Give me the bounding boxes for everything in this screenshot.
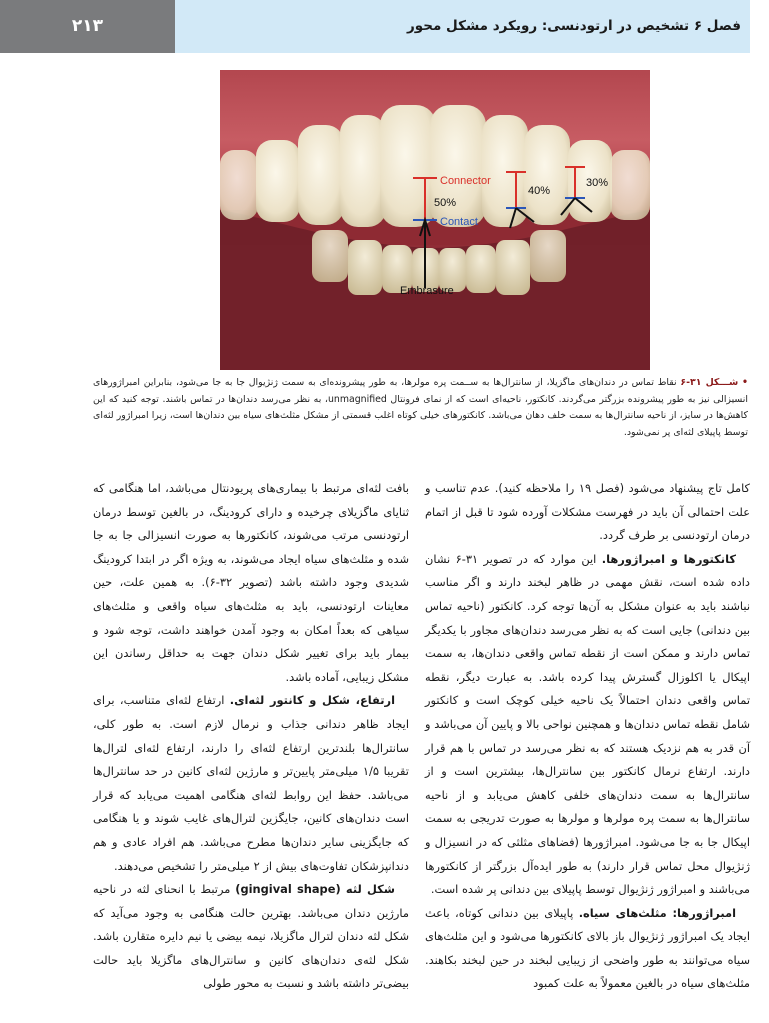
left-paragraph-1: بافت لثه‌ای مرتبط با بیماری‌های پریودنتال می‌باشد، اما هنگامی که ثنایای ماگزیلای چرخیده و دارای کرودینگ، در بالغین توسط درمان ارتودنسی مرتب می‌شوند، کانکتورها به صورت انسیزالی جا به جا شده و مثلث‌های سیاه ایجاد می‌شوند، به ویژه اگر در ابتدا کرودینگ شدیدی وجود داشته باشد (تصویر ۳۲-۶). به همین علت، حین معاینات ارتودنسی، باید به مثلث‌های سیاه واقعی و مثلث‌های سیاهی که بعداً امکان به وجود آمدن خواهند داشت، توجه شود و بیمار باید برای تغییر شکل دندان جهت به حداقل رساندن این مشکل زیبایی، آماده باشد. bbox=[93, 481, 409, 684]
percent-40-label: 40% bbox=[528, 185, 551, 197]
caption-bullet: • bbox=[742, 377, 749, 388]
percent-30-label: 30% bbox=[586, 177, 609, 189]
connectors-body: این موارد که در تصویر ۳۱-۶ نشان داده شده است، نقش مهمی در ظاهر لبخند دارند و اگر مناسب نباشند باید به عنوان مشکل به آن‌ها توجه کرد. کانکتور (ناحیه تماس بین دندانی) جایی است که به نظر می‌رسد دندان‌های مجاور با یکدیگر تماس دارند و ممکن است از نقطه تماس واقعی دندان‌ها، به سمت اپیکال یا اکلوزال گسترش پیدا کرده باشد. به عبارت دیگر، نقطه تماس واقعی دندان احتمالاً یک ناحیه خیلی کوچک است و کانکتور شامل نقطه تماس دندان‌ها و همچنین نواحی بالا و پایین آن می‌باشد و آن قدر به هم نزدیک هستند که به نظر می‌رسد در تماس با هم قرار دارند. ارتفاع نرمال کانکتور بین سانترال‌ها، بیشترین است و از سانترال‌ها به سمت دندان‌های خلفی کاهش می‌یابد و از ناحیه سانترال‌ها به سمت پره مولرها و مولرها به صورت تدریجی به سمت اپیکال جا به جا می‌شود. امبراژورها (فضاهای مثلثی که در انسیزال و ژنژیوال محل تماس قرار دارند) به طور ایده‌آل بزرگتر از کانکتورها می‌باشند و امبراژور ژنژیوال توسط پاپیلای بین دندانی پر شده است. bbox=[425, 551, 750, 897]
right-paragraph-3 bbox=[425, 902, 750, 996]
caption-label: شـــکل ۳۱-۶ bbox=[680, 377, 739, 388]
left-paragraph-3 bbox=[93, 878, 409, 996]
percent-50-label: 50% bbox=[434, 197, 457, 209]
right-column bbox=[425, 477, 750, 996]
right-paragraph-1: کامل تاج پیشنهاد می‌شود (فصل ۱۹ را ملاحظه کنید). عدم تناسب و علت احتمالی آن باید در فهرست مشکلات آورده شود تا قبل از اتمام درمان ارتودنسی بر طرف گردد. bbox=[425, 481, 750, 543]
teeth-photo-figure bbox=[220, 70, 650, 370]
figure-caption bbox=[93, 375, 748, 441]
black-triangles-heading: امبراژورها: مثلث‌های سیاه. bbox=[578, 905, 736, 920]
black-triangles-body: پاپیلای بین دندانی کوتاه، باعث ایجاد یک امبراژور ژنژیوال باز بالای کانکتورها می‌شود و این مثلث‌های سیاه می‌توانند به طور واضحی از زیبایی لبخند در حین لبخند بکاهند. مثلث‌های سیاه در بالغین معمولاً به علت کمبود bbox=[425, 905, 750, 991]
right-paragraph-2 bbox=[425, 548, 750, 902]
chapter-title: فصل ۶ تشخیص در ارتودنسی: رویکرد مشکل محور bbox=[407, 18, 741, 34]
connector-label: Connector bbox=[440, 175, 491, 187]
gingival-height-body: ارتفاع لثه‌ای متناسب، برای ایجاد ظاهر دندانی جذاب و نرمال لازم است. به طور کلی، سانترال‌ها بلندترین ارتفاع لثه‌ای را دارند، ارتفاع لثه‌ای لترال‌ها تقریبا ۱/۵ میلی‌متر پایین‌تر و مارژین لثه‌ای کانین در حد سانترال‌ها می‌باشد. حفظ این روابط لثه‌ای هنگامی اهمیت می‌یابد که قرار است دندان‌های کانین، جایگزین لترال‌های غایب شوند و یا هنگامی که جایگزینی سایر دندان‌ها مطرح می‌باشد. هم افراد عادی و هم دندانپزشکان تفاوت‌های بیش از ۲ میلی‌متر را تشخیص می‌دهند. bbox=[93, 693, 409, 873]
page-number: ۲۱۳ bbox=[71, 16, 104, 36]
gingival-shape-heading: شکل لثه (gingival shape) bbox=[235, 882, 396, 897]
embrasure-label: Embrasure bbox=[400, 285, 454, 297]
left-paragraph-2 bbox=[93, 689, 409, 878]
left-column bbox=[93, 477, 409, 996]
caption-text: نقاط تماس در دندان‌های ماگزیلا، از سانترال‌ها به ســمت پره مولرها، به طور پیشرونده‌ای به سمت ژنژیوال جا به جا می‌شود، بنابراین امبراژورهای انسیزالی نیز به طور پیشرونده بزرگتر می‌گردند. کانکتور، ناحیه‌ای است که از نمای فرونتال unmagnified، به نظر می‌رسد دندان‌ها در تماس باشند. توجه کنید که این کاهش‌ها در سایز، از ناحیه سانترال‌ها به سمت خلف دهان می‌باشد. کانکتورهای خیلی کوتاه اغلب قسمتی از مشکل مثلث‌های سیاه بین دندان‌ها است، زیرا امبراژور لثه‌ای توسط پاپیلای لثه‌ای پر نمی‌شود. bbox=[93, 377, 748, 438]
contact-label: Contact bbox=[440, 216, 478, 228]
connectors-heading: کانکتورها و امبراژورها. bbox=[601, 551, 736, 566]
gingival-height-heading: ارتفاع، شکل و کانتور لثه‌ای. bbox=[229, 693, 395, 708]
gingival-shape-body: مرتبط با انحنای لثه در ناحیه مارژین دندان می‌باشد. بهترین حالت هنگامی به وجود می‌آید که شکل لثه دندان لترال ماگزیلا، نیمه بیضی یا نیم دایره متقارن باشد. شکل لثه‌ی دندان‌های کانین و سانترال‌های ماگزیلا باید حالت بیضی‌تر داشته باشد و نسبت به محور طولی bbox=[93, 882, 409, 991]
